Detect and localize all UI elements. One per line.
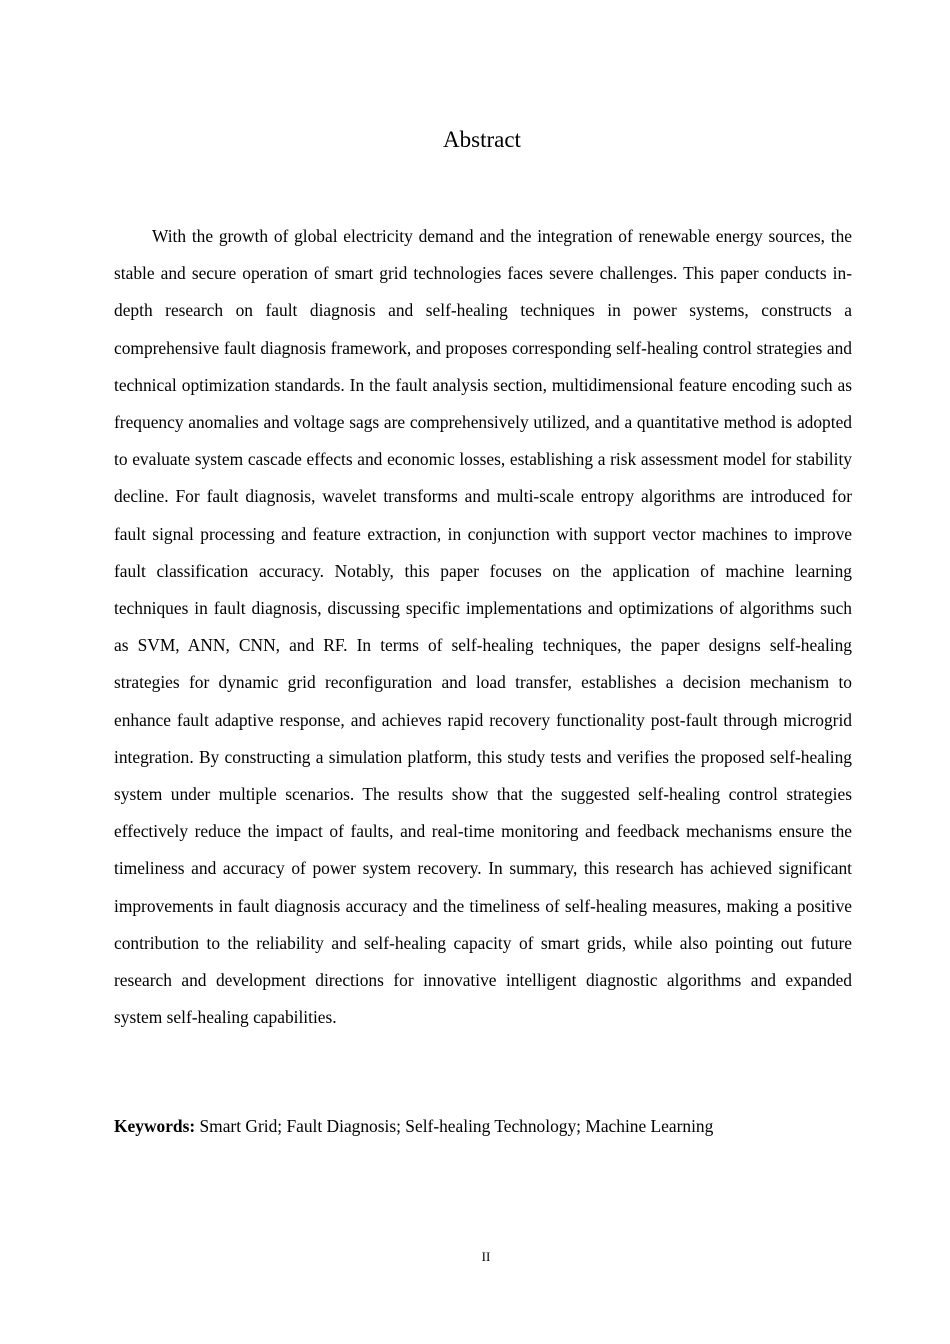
keywords-label: Keywords:: [114, 1116, 196, 1136]
page-number: II: [481, 1249, 491, 1264]
keywords-text: Smart Grid; Fault Diagnosis; Self-healing Technology; Machine Learning: [199, 1116, 714, 1136]
abstract-title: Abstract: [443, 127, 521, 152]
keywords-line: [114, 1110, 852, 1142]
abstract-body: With the growth of global electricity demand and the integration of renewable energy sources, the stable and secure operation of smart grid technologies faces severe challenges. This paper conducts in-depth research on fault diagnosis and self-healing techniques in power systems, constructs a comprehensive fault diagnosis framework, and proposes corresponding self-healing control strategies and technical optimization standards. In the fault analysis section, multidimensional feature encoding such as frequency anomalies and voltage sags are comprehensively utilized, and a quantitative method is adopted to evaluate system cascade effects and economic losses, establishing a risk assessment model for stability decline. For fault diagnosis, wavelet transforms and multi-scale entropy algorithms are introduced for fault signal processing and feature extraction, in conjunction with support vector machines to improve fault classification accuracy. Notably, this paper focuses on the application of machine learning techniques in fault diagnosis, discussing specific implementations and optimizations of algorithms such as SVM, ANN, CNN, and RF. In terms of self-healing techniques, the paper designs self-healing strategies for dynamic grid reconfiguration and load transfer, establishes a decision mechanism to enhance fault adaptive response, and achieves rapid recovery functionality post-fault through microgrid integration. By constructing a simulation platform, this study tests and verifies the proposed self-healing system under multiple scenarios. The results show that the suggested self-healing control strategies effectively reduce the impact of faults, and real-time monitoring and feedback mechanisms ensure the timeliness and accuracy of power system recovery. In summary, this research has achieved significant improvements in fault diagnosis accuracy and the timeliness of self-healing measures, making a positive contribution to the reliability and self-healing capacity of smart grids, while also pointing out future research and development directions for innovative intelligent diagnostic algorithms and expanded system self-healing capabilities.: [114, 226, 852, 1028]
